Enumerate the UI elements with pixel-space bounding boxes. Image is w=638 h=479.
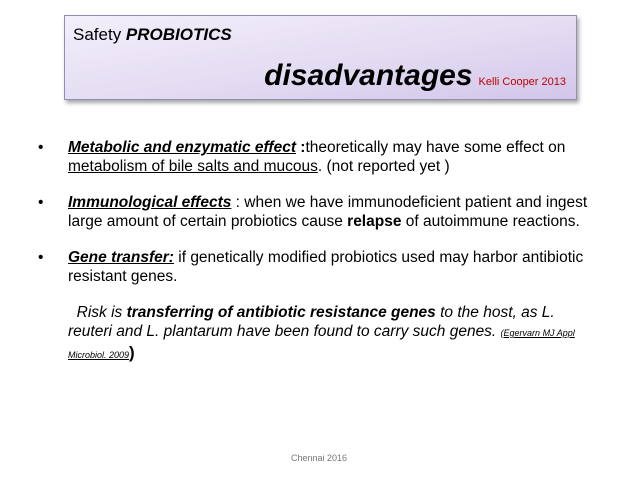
bullet-dot: • — [38, 194, 44, 211]
title-citation: Kelli Cooper 2013 — [478, 76, 566, 88]
bullet-separator: : — [295, 139, 306, 156]
bullet-text: . (not reported yet ) — [317, 158, 450, 175]
bullet-heading: Immunological effects — [68, 194, 232, 211]
bullet-bold: relapse — [347, 213, 402, 230]
bullet-dot: • — [38, 249, 44, 266]
title-disadvantages: disadvantages — [264, 59, 473, 92]
title-line1 — [73, 25, 232, 45]
risk-close-paren: ) — [129, 343, 135, 362]
bullet-underlined: metabolism of bile salts and mucous — [68, 158, 318, 175]
risk-paragraph — [36, 303, 596, 365]
slide-body — [36, 138, 596, 365]
risk-prefix: Risk is — [76, 304, 127, 321]
bullet-heading: Gene transfer: — [68, 249, 174, 266]
risk-reference: (Egervarn MJ Appl Microbiol. 2009 — [68, 328, 575, 360]
bullet-text: of autoimmune reactions. — [401, 213, 580, 230]
title-line2 — [264, 59, 566, 93]
title-prefix: Safety — [73, 25, 126, 44]
bullet-text: : when we have immunodeficient patient and ingest large amount of certain probiotics cause — [68, 194, 588, 230]
bullet-text: theoretically may have some effect on — [305, 139, 566, 156]
risk-bold: transferring of antibiotic resistance genes — [126, 304, 436, 321]
bullet-dot: • — [38, 139, 44, 156]
title-box — [64, 15, 577, 100]
risk-text: to the host, as L. reuteri and L. plantarum have been found to carry such genes. — [68, 304, 555, 340]
title-probiotics: PROBIOTICS — [125, 25, 232, 44]
slide-footer: Chennai 2016 — [290, 453, 348, 463]
bullet-gene-transfer — [36, 248, 596, 286]
bullet-immunological — [36, 193, 596, 231]
bullet-text: if genetically modified probiotics used may harbor antibiotic resistant genes. — [68, 249, 584, 285]
bullet-metabolic — [36, 138, 596, 176]
bullet-heading: Metabolic and enzymatic effect — [68, 139, 296, 156]
